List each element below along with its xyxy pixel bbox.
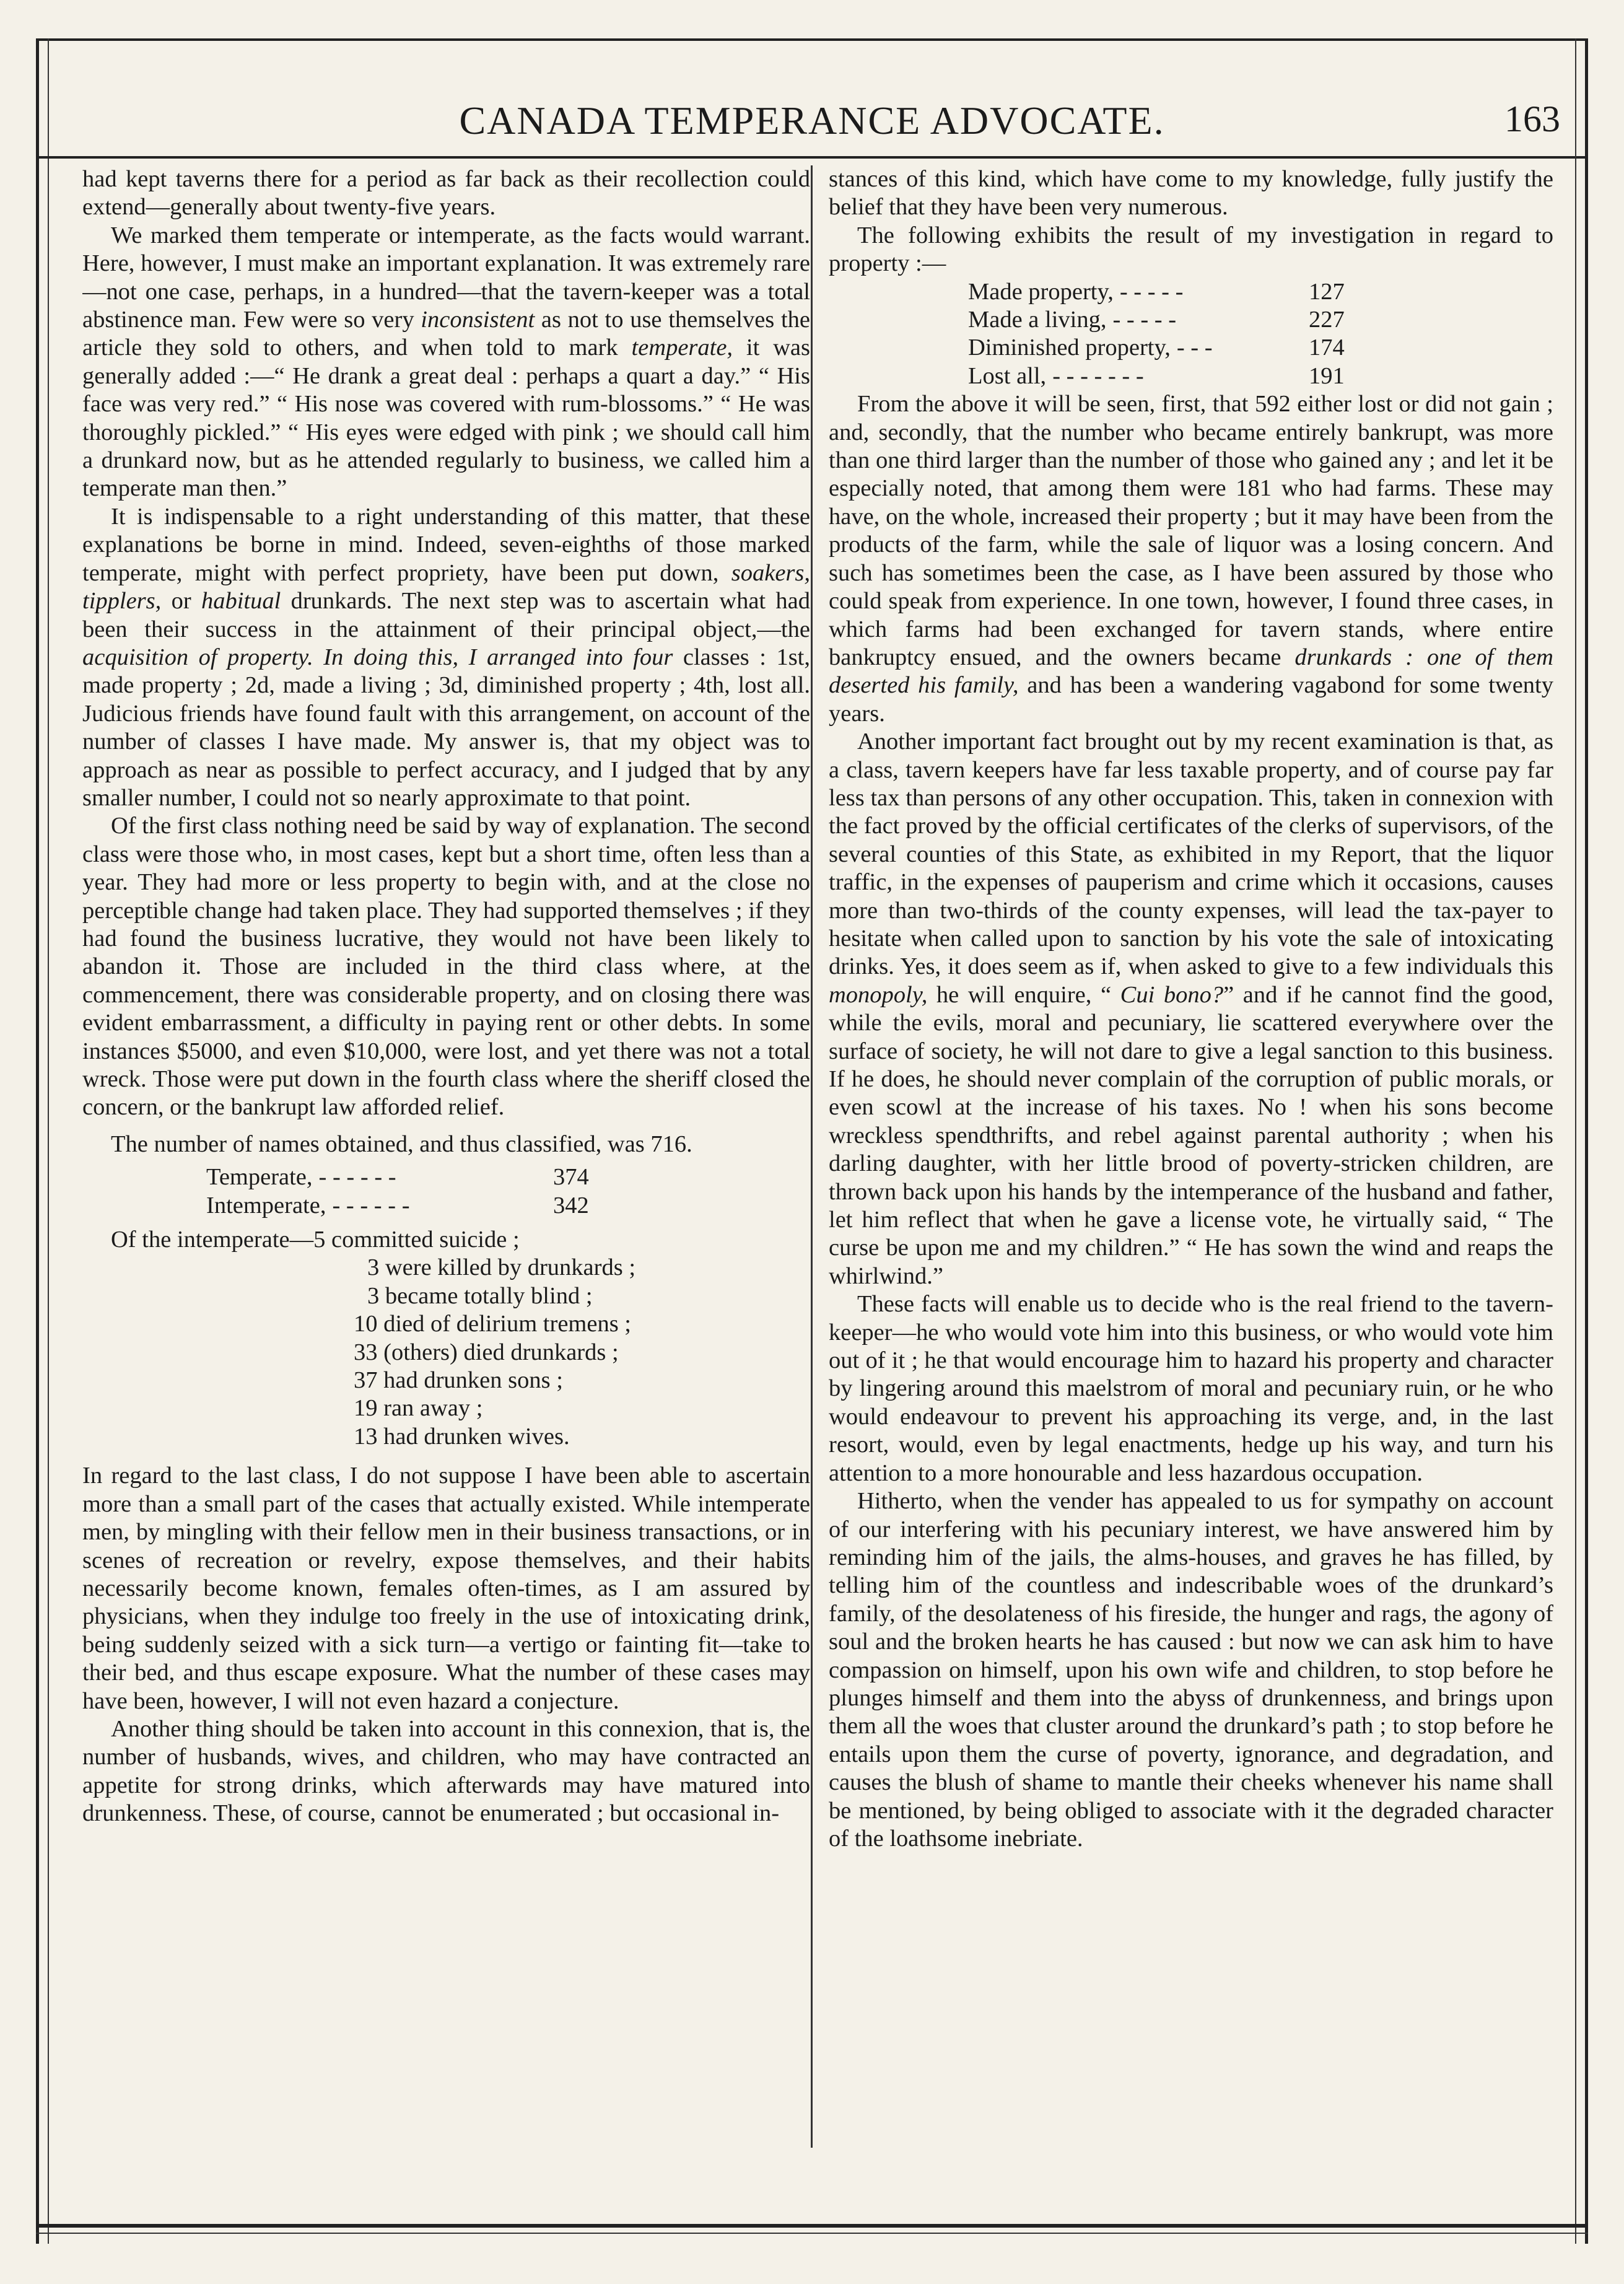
- paragraph: stances of this kind, which have come to my knowledge, fully justify the belief that they have been very numerous.: [829, 166, 1553, 221]
- page-number: 163: [1504, 98, 1560, 139]
- list-item: 3 were killed by drunkards ;: [367, 1254, 636, 1281]
- left-column: [82, 165, 810, 2185]
- list-item: 10 died of delirium tremens ;: [354, 1311, 631, 1337]
- page-title: CANADA TEMPERANCE ADVOCATE.: [459, 98, 1165, 142]
- paragraph: Of the first class nothing need be said by way of explanation. The second class were those who, in most cases, kept but a short time, often less than a year. They had more or less property to begin with, and at the close no perceptible change had taken place. They had supported themselves ; if they had found the business lucrative, they would not have been likely to abandon it. Those are included in the third class where, at the commencement, there was considerable property, and on closing there was evident embarrassment, a difficulty in paying rent or other debts. In some instances $5000, and even $10,000, were lost, and yet there was not a total wreck. Those were put down in the fourth class where the sheriff closed the concern, or the bankrupt law afforded relief.: [82, 813, 810, 1121]
- list-item: Of the intemperate—5 committed suicide ;: [111, 1227, 520, 1253]
- table-row: [968, 362, 1395, 390]
- paragraph: Another thing should be taken into account in this connexion, that is, the number of husbands, wives, and children, who may have contracted an appetite for strong drinks, which afterwards may have matured into drunkenness. These, of course, cannot be enumerated ; but occasional in-: [82, 1715, 810, 1827]
- table-row: [968, 278, 1395, 306]
- paragraph: had kept taverns there for a period as far back as their recollection could extend—generally about twenty-five years.: [82, 166, 810, 221]
- list-item: 3 became totally blind ;: [367, 1282, 593, 1309]
- list-item: 37 had drunken sons ;: [354, 1367, 563, 1394]
- row-leader: - - - - - -: [318, 1164, 396, 1191]
- paragraph: It is indispensable to a right understanding of this matter, that these explanations be borne in mind. Indeed, seven-eighths of those marked temperate, might with perfect propriety, have been put down, soakers, tipplers, or habitual drunkards. The next step was to ascertain what had been their success in the attainment of their principal object,—the acquisition of property. In doing this, I arranged into four classes : 1st, made property ; 2d, made a living ; 3d, diminished property ; 4th, lost all. Judicious friends have found fault with this arrangement, on account of the number of classes I have made. My answer is, that my object was to approach as near as possible to perfect accuracy, and I judged that by any smaller number, I could not so nearly approximate to that point.: [82, 503, 810, 811]
- row-leader: - - - - - -: [332, 1192, 410, 1219]
- row-leader: - - -: [1176, 335, 1213, 361]
- paragraph: The number of names obtained, and thus classified, was 716.: [111, 1131, 692, 1157]
- paragraph: We marked them temperate or intemperate, as the facts would warrant. Here, however, I must make an important explanation. It was extremely rare—not one case, perhaps, in a hundred—that the tavern-keeper was a total abstinence man. Few were so very inconsistent as not to use themselves the article they sold to others, and when told to mark temperate, it was generally added :—“ He drank a great deal : perhaps a quart a day.” “ His face was very red.” “ His nose was covered with rum-blossoms.” “ He was thoroughly pickled.” “ His eyes were edged with pink ; we should call him a drunkard now, but as he attended regularly to business, we called him a temperate man then.”: [82, 222, 810, 502]
- table-row: [968, 334, 1395, 362]
- row-leader: - - - - - - -: [1052, 362, 1144, 389]
- intemperate-list: [82, 1226, 810, 1451]
- row-value: 342: [553, 1192, 589, 1219]
- row-value: 174: [1309, 335, 1345, 361]
- row-label: Intemperate,: [206, 1192, 326, 1219]
- table-row: [206, 1163, 640, 1191]
- paragraph: Another important fact brought out by my recent examination is that, as a class, tavern keepers have far less taxable property, and of course pay far less tax than persons of any other occupation. This, taken in connexion with the fact proved by the official certificates of the clerks of supervisors, of the several counties of this State, as exhibited in my Report, that the liquor traffic, in the expenses of pauperism and crime which it occasions, causes more than two-thirds of the county expenses, will lead the tax-payer to hesitate when called upon to sanction by his vote the sale of intoxicating drinks. Yes, it does seem as if, when asked to give to a few individuals this monopoly, he will enquire, “ Cui bono?” and if he cannot find the good, while the evils, moral and pecuniary, lie scattered everywhere over the surface of society, he will not dare to give a legal sanction to this business. If he does, he should never complain of the corruption of public morals, or even scowl at the increase of his taxes. No ! when his sons become wreckless spendthrifts, and rebel against parental authority ; when his darling daughter, with her little brood of poverty-stricken children, are thrown back upon his hands by the intemperance of the husband and father, let him reflect that when he gave a license vote, he virtually said, “ The curse be upon me and my children.” “ He has sown the wind and reaps the whirlwind.”: [829, 729, 1553, 1289]
- table-row: [206, 1192, 640, 1220]
- paragraph: The following exhibits the result of my investigation in regard to property :—: [829, 222, 1553, 277]
- list-item: 19 ran away ;: [354, 1395, 483, 1422]
- paragraph: Hitherto, when the vender has appealed to us for sympathy on account of our interfering with his pecuniary interest, we have answered him by reminding him of the jails, the alms-houses, and graves he has filled, by telling him of the countless and indescribable woes of the drunkard’s family, of the desolateness of his fireside, the hunger and rags, the agony of soul and the broken hearts he has caused : but now we can ask him to have compassion on himself, upon his own wife and children, to stop before he plunges himself and them into the abyss of drunkenness, and brings upon them all the woes that cluster around the drunkard’s path ; to stop before he entails upon them the curse of poverty, ignorance, and degradation, and causes the blush of shame to mantle their cheeks whenever his name shall be mentioned, by being obliged to associate with it the degraded character of the loathsome inebriate.: [829, 1488, 1553, 1852]
- bottom-rule: [36, 2224, 1588, 2228]
- running-header: [39, 88, 1585, 159]
- row-leader: - - - - -: [1112, 307, 1177, 333]
- temperance-stats-table: [206, 1163, 640, 1220]
- property-table: [968, 278, 1395, 391]
- row-value: 127: [1309, 278, 1345, 305]
- paragraph: From the above it will be seen, first, that 592 either lost or did not gain ; and, secondly, that the number who became entirely bankrupt, was more than one third larger than the number of those who gained any ; and let it be especially noted, that among them were 181 who had farms. These may have, on the whole, increased their property ; but it may have been from the products of the farm, while the sale of liquor was a losing concern. And such has sometimes been the case, as I have been assured by those who could speak from experience. In one town, however, I found three cases, in which farms had been exchanged for tavern stands, where entire bankruptcy ensued, and the owners became drunkards : one of them deserted his family, and has been a wandering vagabond for some twenty years.: [829, 391, 1553, 727]
- page-frame: [36, 38, 1588, 2244]
- row-label: Temperate,: [206, 1164, 313, 1191]
- list-item: 13 had drunken wives.: [354, 1423, 570, 1450]
- row-label: Made a living,: [968, 307, 1107, 333]
- column-divider: [811, 165, 813, 2148]
- row-value: 191: [1309, 362, 1345, 389]
- list-item: 33 (others) died drunkards ;: [354, 1339, 619, 1365]
- row-label: Lost all,: [968, 362, 1047, 389]
- bottom-rule-thin: [36, 2233, 1588, 2234]
- row-label: Diminished property,: [968, 335, 1171, 361]
- paragraph: These facts will enable us to decide who is the real friend to the tavern-keeper—he who would vote him into this business, or who would vote him out of it ; he that would encourage him to hazard his property and character by lingering around this maelstrom of moral and pecuniary ruin, or he who would endeavour to prevent his approaching its verge, and, in the last resort, would, even by legal enactments, hedge up his way, and turn his attention to a more honourable and less hazardous occupation.: [829, 1291, 1553, 1486]
- right-column: [829, 165, 1553, 2185]
- row-value: 374: [553, 1164, 589, 1191]
- row-label: Made property,: [968, 278, 1114, 305]
- row-leader: - - - - -: [1119, 278, 1184, 305]
- paragraph: In regard to the last class, I do not suppose I have been able to ascertain more than a small part of the cases that actually existed. While intemperate men, by mingling with their fellow men in their business transactions, or in scenes of recreation or revelry, expose themselves, and their habits necessarily become known, females often-times, as I am assured by physicians, when they indulge too freely in the use of intoxicating drink, being suddenly seized with a sick turn—a vertigo or fainting fit—take to their bed, and thus escape exposure. What the number of these cases may have been, however, I will not even hazard a conjecture.: [82, 1463, 810, 1714]
- table-row: [968, 306, 1395, 334]
- row-value: 227: [1309, 307, 1345, 333]
